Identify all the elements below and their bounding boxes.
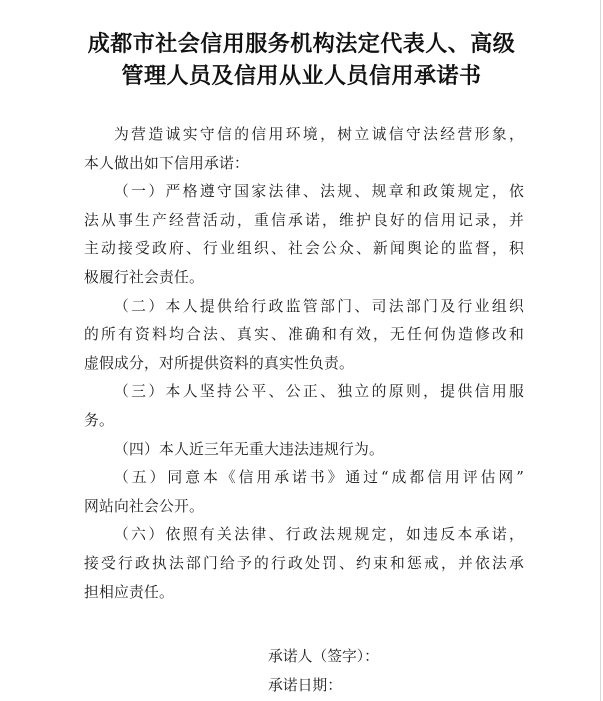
document-body — [84, 121, 524, 607]
paragraph-clause-4 — [84, 436, 524, 465]
page-edge-divider — [600, 0, 601, 701]
text-line: 本人做出如下信用承诺： — [84, 154, 249, 172]
text-line: （一）严格遵守国家法律、法规、规章和政策规定，依 — [114, 183, 524, 201]
text-line: 务。 — [84, 411, 114, 429]
signer-label: 承诺人（签字）： — [268, 648, 379, 665]
document-title-line-2: 管理人员及信用从业人员信用承诺书 — [121, 64, 482, 89]
text-line: （六）依照有关法律、行政法规规定，如违反本承诺， — [114, 526, 524, 544]
text-line: 法从事生产经营活动，重信承诺，维护良好的信用记录，并 — [84, 211, 524, 229]
document-title-line-1: 成都市社会信用服务机构法定代表人、高级 — [87, 32, 516, 57]
date-label: 承诺日期： — [268, 677, 342, 694]
text-line: 接受行政执法部门给予的行政处罚、约束和惩戒，并依法承 — [84, 554, 524, 572]
text-line: 主动接受政府、行业组织、社会公众、新闻舆论的监督，积 — [84, 240, 524, 258]
text-line: （四）本人近三年无重大违法违规行为。 — [114, 440, 384, 458]
text-line: 虚假成分，对所提供资料的真实性负责。 — [84, 354, 354, 372]
text-line: 担相应责任。 — [84, 583, 174, 601]
paragraph-clause-2 — [84, 293, 524, 379]
paragraph-clause-1 — [84, 178, 524, 292]
text-line: 网站向社会公开。 — [84, 497, 204, 515]
text-line: 为营造诚实守信的信用环境，树立诚信守法经营形象， — [114, 126, 524, 143]
text-line: （三）本人坚持公平、公正、独立的原则，提供信用服 — [114, 383, 524, 401]
paragraph-clause-5 — [84, 464, 524, 521]
paragraph-clause-6 — [84, 521, 524, 607]
paragraph-intro — [84, 121, 524, 178]
paragraph-clause-3 — [84, 378, 524, 435]
text-line: 的所有资料均合法、真实、准确和有效，无任何伪造修改和 — [84, 326, 524, 344]
text-line: 极履行社会责任。 — [84, 268, 204, 286]
text-line: （五）同意本《信用承诺书》通过“成都信用评估网” — [114, 469, 524, 487]
text-line: （二）本人提供给行政监管部门、司法部门及行业组织 — [114, 297, 524, 315]
